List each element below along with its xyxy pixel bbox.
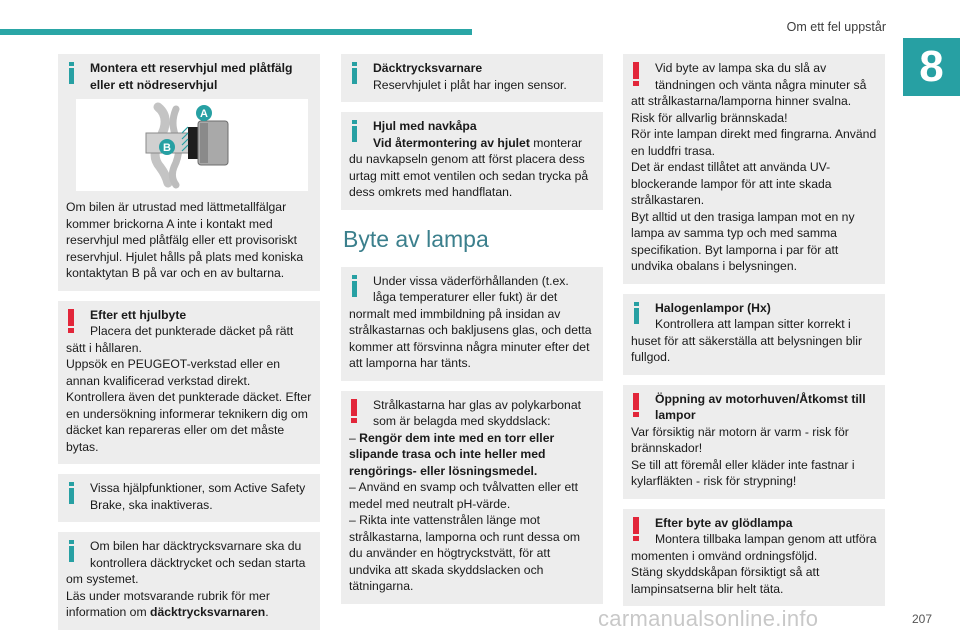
box-body: Rör inte lampan direkt med fingrarna. Använd en luddfri trasa.: [631, 127, 877, 158]
box-body: Om bilen är utrustad med lättmetallfälgar kommer brickorna A inte i kontakt med reservhjul med plåtfälg eller ett provisoriskt reservhjul. Hjulet hålls på plats med koniska kontaktytan B på var och en av bultarna.: [66, 200, 304, 280]
warning-box-bonnet: [623, 385, 885, 499]
box-body: Under vissa väderförhållanden (t.ex. låga temperaturer eller fukt) är det normalt med immbildning på insidan av strålkastarnas och bakljusens glas, och detta kommer att försvinna några minuter efter det att lamporna har tänts.: [349, 273, 592, 370]
info-box-condensation: [341, 267, 603, 381]
box-heading: Efter ett hjulbyte: [90, 307, 187, 322]
warning-exclamation-icon: [351, 399, 357, 423]
box-body-reference: Läs under motsvarande rubrik för mer information om däcktrycksvarnaren.: [66, 588, 270, 619]
page-number: 207: [911, 612, 932, 626]
box-body: Placera det punkterade däcket på rätt sätt i hållaren.: [66, 324, 294, 355]
box-dash-item: – Rengör dem inte med en torr eller slipande trasa och inte heller med rengörings- eller lösningsmedel.: [349, 430, 555, 478]
box-heading: Däcktrycksvarnare: [373, 61, 483, 75]
box-body: Kontrollera även det punkterade däcket. Efter en undersökning informerar teknikern dig om däcket kan repareras eller om det måste bytas.: [66, 390, 312, 454]
info-icon: [69, 482, 74, 504]
info-icon: [352, 120, 357, 142]
warning-exclamation-icon: [633, 62, 639, 86]
warning-box-after-wheel-change: [58, 301, 320, 465]
column-1: [58, 54, 320, 640]
info-icon: [634, 302, 639, 324]
page-header-title: Om ett fel uppstår: [786, 20, 886, 34]
column-3: [623, 54, 885, 616]
warning-box-polycarbonate: [341, 391, 603, 604]
box-heading: Öppning av motorhuven/Åtkomst till lampor: [655, 391, 866, 422]
info-box-assist-functions: [58, 474, 320, 522]
warning-box-lamp-change: [623, 54, 885, 284]
header-accent-bar: [0, 29, 472, 35]
box-heading: Halogenlampor (Hx): [655, 300, 771, 315]
warning-exclamation-icon: [633, 393, 639, 417]
box-heading: Hjul med navkåpa: [373, 119, 477, 133]
info-box-tyre-pressure-sensor: [341, 54, 603, 102]
box-body: Det är endast tillåtet att använda UV-blockerande lampor för att inte skada strålkastaren.: [631, 160, 832, 207]
figure-label-a: A: [200, 108, 208, 120]
warning-exclamation-icon: [633, 517, 639, 541]
section-title: Byte av lampa: [343, 225, 489, 252]
box-heading: Efter byte av glödlampa: [655, 515, 793, 530]
box-body: Vissa hjälpfunktioner, som Active Safety Brake, ska inaktiveras.: [90, 481, 306, 512]
box-body: Montera tillbaka lampan genom att utföra momenten i omvänd ordningsföljd.: [631, 532, 877, 563]
box-body: Uppsök en PEUGEOT-verkstad eller en annan kvalificerad verkstad direkt.: [66, 357, 281, 388]
box-body: Se till att föremål eller kläder inte fastnar i kylarfläkten - risk för strypning!: [631, 457, 855, 488]
box-dash-item: – Använd en svamp och tvålvatten eller ett medel med neutralt pH-värde.: [349, 480, 578, 511]
box-body: Byt alltid ut den trasiga lampan mot en ny lampa av samma typ och med samma specifikation. Byt lamporna i par för att undvika obalans i belysningen.: [631, 209, 855, 273]
box-body: Kontrollera att lampan sitter korrekt i huset för att säkerställa att belysningen blir fullgod.: [631, 317, 863, 364]
watermark: carmanualsonline.info: [598, 606, 819, 631]
warning-box-after-bulb-change: [623, 509, 885, 607]
info-icon: [352, 62, 357, 84]
wheel-bolt-diagram-icon: [76, 99, 308, 191]
box-heading: Montera ett reservhjul med plåtfälg eller ett nödreservhjul: [90, 61, 293, 92]
info-box-hubcap: [341, 112, 603, 210]
info-box-halogen: [623, 294, 885, 375]
wheel-bolt-figure: [76, 99, 308, 191]
box-body: Var försiktig när motorn är varm - risk för brännskador!: [631, 424, 849, 455]
info-box-tyre-pressure: [58, 532, 320, 630]
box-body: Reservhjulet i plåt har ingen sensor.: [373, 77, 567, 92]
info-icon: [69, 540, 74, 562]
box-body: Stäng skyddskåpan försiktigt så att lampinsatserna blir helt täta.: [631, 565, 820, 596]
info-box-spare-wheel: [58, 54, 320, 291]
box-body: Strålkastarna har glas av polykarbonat som är belagda med skyddslack:: [373, 397, 581, 428]
info-icon: [69, 62, 74, 84]
box-dash-item: – Rikta inte vattenstrålen länge mot strålkastarna, lamporna och runt dessa om du använder en högtryckstvätt, för att undvika att skada skyddslacken och tätningarna.: [349, 513, 580, 593]
chapter-number-tab: 8: [903, 38, 960, 96]
box-body: Vid byte av lampa ska du slå av tändningen och vänta några minuter så att strålkastarna/lamporna hinner svalna. Risk för allvarlig brännskada!: [631, 61, 867, 125]
warning-exclamation-icon: [68, 309, 74, 333]
figure-label-b: B: [163, 142, 171, 154]
info-icon: [352, 275, 357, 297]
box-body: Om bilen har däcktrycksvarnare ska du kontrollera däcktrycket och sedan starta om systemet.: [66, 539, 306, 586]
box-body: Vid återmontering av hjulet monterar du navkapseln genom att först placera dess urtag mitt emot ventilen och sedan trycka på dess omkrets med handflatan.: [349, 135, 589, 199]
column-2: [341, 54, 603, 614]
